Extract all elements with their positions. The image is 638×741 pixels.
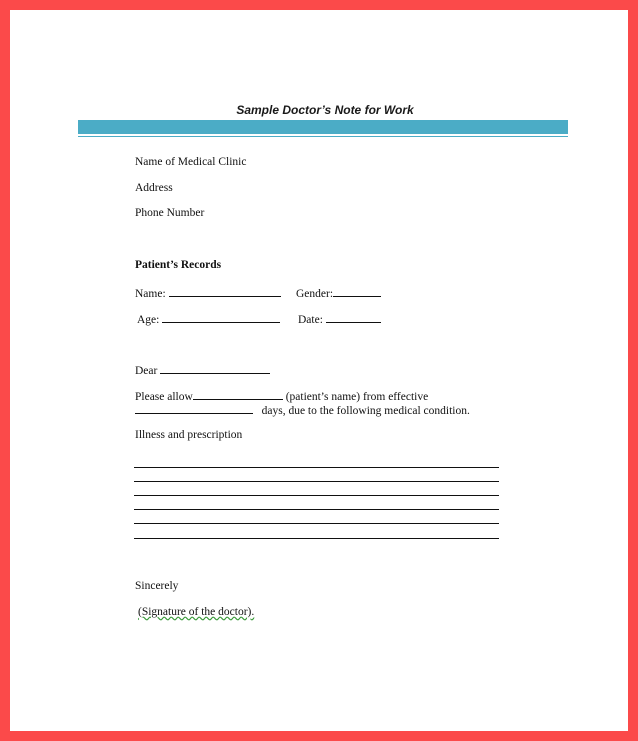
- days-label: days, due to the following medical condition.: [261, 405, 470, 417]
- closing: Sincerely: [135, 580, 179, 592]
- dear-row: [135, 363, 270, 377]
- gender-blank[interactable]: [333, 286, 381, 297]
- name-row: [135, 286, 281, 300]
- age-label: Age:: [137, 314, 160, 326]
- clinic-name: Name of Medical Clinic: [135, 156, 247, 168]
- allow-row: [135, 389, 428, 403]
- clinic-phone: Phone Number: [135, 207, 205, 219]
- dear-blank[interactable]: [160, 363, 270, 374]
- allow-label-2: (patient’s name) from effective: [285, 391, 429, 403]
- prescription-line[interactable]: [134, 509, 499, 510]
- prescription-line[interactable]: [134, 523, 499, 524]
- date-blank[interactable]: [326, 312, 381, 323]
- document-page: [10, 10, 628, 731]
- dear-label: Dear: [135, 365, 158, 377]
- document-title: Sample Doctor’s Note for Work: [236, 103, 414, 117]
- name-label: Name:: [135, 288, 166, 300]
- accent-band: [78, 120, 568, 134]
- clinic-address: Address: [135, 182, 173, 194]
- prescription-line[interactable]: [134, 481, 499, 482]
- days-blank[interactable]: [135, 403, 253, 414]
- allow-label: Please allow: [135, 391, 193, 403]
- date-label: Date:: [298, 314, 323, 326]
- name-blank[interactable]: [169, 286, 281, 297]
- age-row: [137, 312, 280, 326]
- gender-row: [296, 286, 381, 300]
- gender-label: Gender:: [296, 288, 334, 300]
- patient-name-blank[interactable]: [193, 389, 283, 400]
- days-row: [135, 403, 470, 417]
- prescription-line[interactable]: [134, 538, 499, 539]
- records-heading: Patient’s Records: [135, 259, 222, 271]
- accent-divider: [78, 136, 568, 137]
- prescription-line[interactable]: [134, 495, 499, 496]
- signature: (Signature of the doctor).: [138, 606, 255, 618]
- age-blank[interactable]: [162, 312, 280, 323]
- illness-heading: Illness and prescription: [135, 429, 243, 441]
- date-row: [298, 312, 381, 326]
- prescription-line[interactable]: [134, 467, 499, 468]
